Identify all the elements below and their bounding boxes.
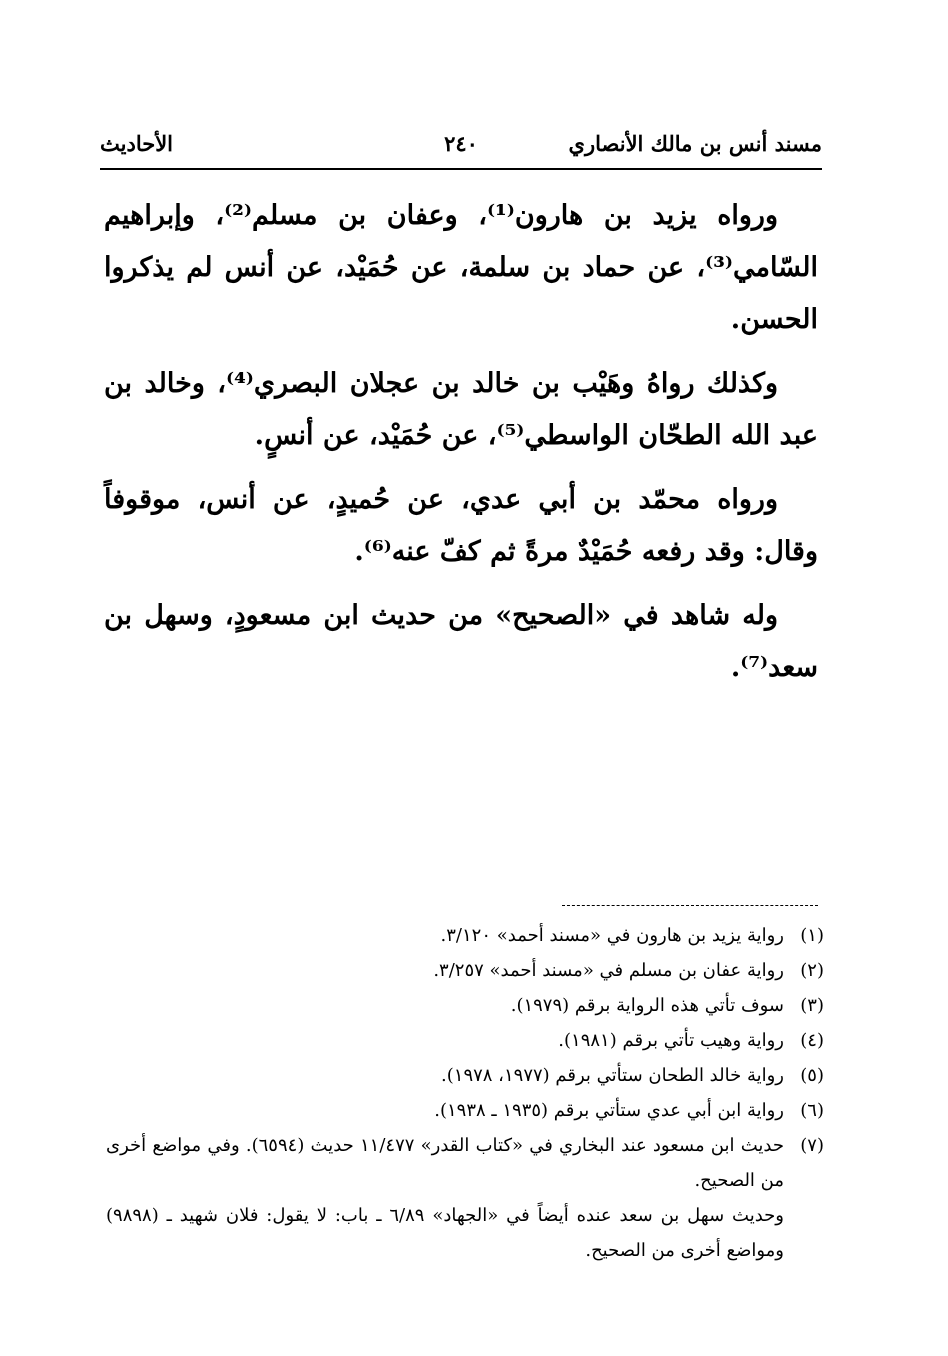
header-rule (100, 168, 822, 170)
footnote-number: (٥) (800, 1065, 824, 1086)
footnote-number: (٧) (800, 1135, 824, 1156)
footnote-text: رواية ابن أبي عدي ستأتي برقم (١٩٣٥ ـ ١٩٣٨). (434, 1100, 784, 1121)
footnote-text: رواية يزيد بن هارون في «مسند أحمد» ٣/١٢٠. (440, 925, 784, 946)
book-title: مسند أنس بن مالك الأنصاري (568, 131, 822, 156)
footnote-text: سوف تأتي هذه الرواية برقم (١٩٧٩). (510, 995, 784, 1016)
footnote (106, 1023, 824, 1058)
paragraph: ورواه محمّد بن أبي عدي، عن حُميدٍ، عن أنس، موقوفاً وقال: وقد رفعه حُمَيْدٌ مرةً ثم كفّ عنه⁽⁶⁾. (104, 484, 818, 567)
footnote (106, 918, 824, 953)
footnote (106, 1058, 824, 1093)
footnote-number: (٤) (800, 1030, 824, 1051)
running-header (100, 128, 822, 164)
page-number: ٢٤٠ (444, 131, 478, 156)
footnote-text: حديث ابن مسعود عند البخاري في «كتاب القدر» ١١/٤٧٧ حديث (٦٥٩٤). وفي مواضع أخرى من الصحيح. (106, 1135, 784, 1191)
footnote-rule (562, 905, 818, 906)
footnote (106, 988, 824, 1023)
footnote-number: (٢) (800, 960, 824, 981)
footnote (106, 1093, 824, 1128)
footnote-text: رواية عفان بن مسلم في «مسند أحمد» ٣/٢٥٧. (433, 960, 784, 981)
footnotes (106, 918, 824, 1268)
main-text (104, 190, 818, 706)
footnote-number: (٦) (800, 1100, 824, 1121)
footnote (106, 953, 824, 988)
footnote-text: رواية خالد الطحان ستأتي برقم (١٩٧٧، ١٩٧٨). (441, 1065, 784, 1086)
section-title: الأحاديث (100, 131, 174, 156)
paragraph: ورواه يزيد بن هارون⁽¹⁾، وعفان بن مسلم⁽²⁾، وإبراهيم السّامي⁽³⁾، عن حماد بن سلمة، عن حُمَيْد، عن أنس لم يذكروا الحسن. (104, 200, 818, 335)
paragraph: وكذلك رواهُ وهَيْب بن خالد بن عجلان البصري⁽⁴⁾، وخالد بن عبد الله الطحّان الواسطي⁽⁵⁾، عن حُمَيْد، عن أنسٍ. (104, 368, 818, 451)
paragraph: وله شاهد في «الصحيح» من حديث ابن مسعودٍ، وسهل بن سعد⁽⁷⁾. (104, 600, 818, 683)
footnote (106, 1128, 824, 1198)
footnote-text: رواية وهيب تأتي برقم (١٩٨١). (558, 1030, 784, 1051)
footnote-continuation: وحديث سهل بن سعد عنده أيضاً في «الجهاد» ٦/٨٩ ـ باب: لا يقول: فلان شهيد ـ (٩٨٩٨) ومواضع أخرى من الصحيح. (106, 1205, 784, 1261)
footnote-number: (٣) (800, 995, 824, 1016)
footnote-number: (١) (800, 925, 824, 946)
